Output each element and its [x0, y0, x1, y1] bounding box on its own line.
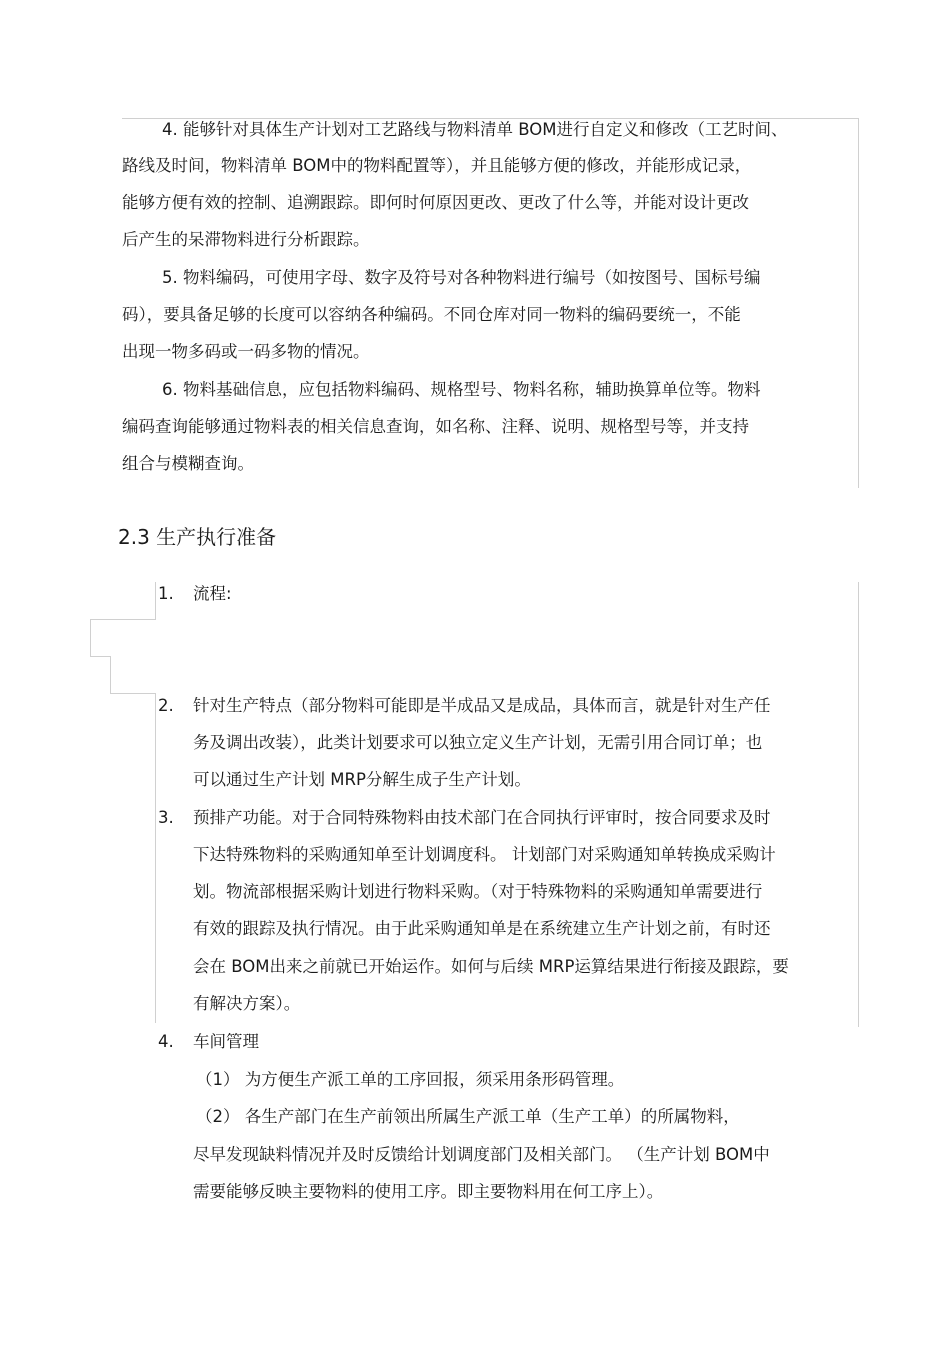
flow-step-rule-5 — [110, 656, 111, 693]
item6-line2: 编码查询能够通过物料表的相关信息查询，如名称、注释、说明、规格型号等，并支持 — [122, 417, 749, 436]
flow-label: 流程: — [193, 584, 232, 603]
item4-line4: 后产生的呆滞物料进行分析跟踪。 — [122, 230, 370, 249]
flow-step-rule-6 — [110, 693, 156, 694]
item3-line6: 有解决方案）。 — [193, 994, 301, 1013]
item5-line3: 出现一物多码或一码多物的情况。 — [122, 342, 370, 361]
flow-step-rule-3 — [90, 619, 91, 656]
top-border — [122, 118, 858, 119]
flow-step-rule-1 — [155, 582, 156, 619]
list-number-3: 3. — [158, 808, 174, 827]
workshop-title: 车间管理 — [193, 1032, 259, 1051]
item3-line4: 有效的跟踪及执行情况。由于此采购通知单是在系统建立生产计划之前，有时还 — [193, 919, 771, 938]
item4-line2: 路线及时间，物料清单 BOM中的物料配置等），并且能够方便的修改，并能形成记录， — [122, 156, 752, 175]
item6-line3: 组合与模糊查询。 — [122, 454, 254, 473]
right-border-top — [858, 118, 859, 488]
item5-line2: 码），要具备足够的长度可以容纳各种编码。不同仓库对同一物料的编码要统一，不能 — [122, 305, 741, 324]
item4-line3: 能够方便有效的控制、追溯跟踪。即何时何原因更改、更改了什么等，并能对设计更改 — [122, 193, 749, 212]
list-rule — [155, 693, 156, 1023]
item6-line1: 6. 物料基础信息，应包括物料编码、规格型号、物料名称，辅助换算单位等。物料 — [162, 380, 761, 399]
item5-line1: 5. 物料编码，可使用字母、数字及符号对各种物料进行编号（如按图号、国标号编 — [162, 268, 761, 287]
item3-line2: 下达特殊物料的采购通知单至计划调度科。 计划部门对采购通知单转换成采购计 — [193, 845, 776, 864]
right-border-bottom — [858, 582, 859, 1027]
list-number-1: 1. — [158, 584, 174, 603]
item4-line1: 4. 能够针对具体生产计划对工艺路线与物料清单 BOM进行自定义和修改（工艺时间、 — [162, 120, 788, 139]
list-number-4: 4. — [158, 1032, 174, 1051]
item2-line3: 可以通过生产计划 MRP分解生成子生产计划。 — [193, 770, 531, 789]
workshop-sub4: 需要能够反映主要物料的使用工序。即主要物料用在何工序上）。 — [193, 1182, 664, 1201]
section-heading: 2.3 生产执行准备 — [118, 525, 277, 549]
workshop-sub3: 尽早发现缺料情况并及时反馈给计划调度部门及相关部门。 （生产计划 BOM中 — [193, 1145, 770, 1164]
item3-line3: 划。物流部根据采购计划进行物料采购。（对于特殊物料的采购通知单需要进行 — [193, 882, 763, 901]
flow-step-rule-2 — [90, 619, 156, 620]
item3-line5: 会在 BOM出来之前就已开始运作。如何与后续 MRP运算结果进行衔接及跟踪，要 — [193, 957, 789, 976]
list-number-2: 2. — [158, 696, 174, 715]
item2-line2: 务及调出改装），此类计划要求可以独立定义生产计划，无需引用合同订单；也 — [193, 733, 763, 752]
flow-step-rule-4 — [90, 656, 110, 657]
item2-line1: 针对生产特点（部分物料可能即是半成品又是成品，具体而言，就是针对生产任 — [193, 696, 771, 715]
workshop-sub2: （2） 各生产部门在生产前领出所属生产派工单（生产工单）的所属物料， — [196, 1107, 740, 1126]
workshop-sub1: （1） 为方便生产派工单的工序回报，须采用条形码管理。 — [196, 1070, 625, 1089]
item3-line1: 预排产功能。对于合同特殊物料由技术部门在合同执行评审时，按合同要求及时 — [193, 808, 771, 827]
